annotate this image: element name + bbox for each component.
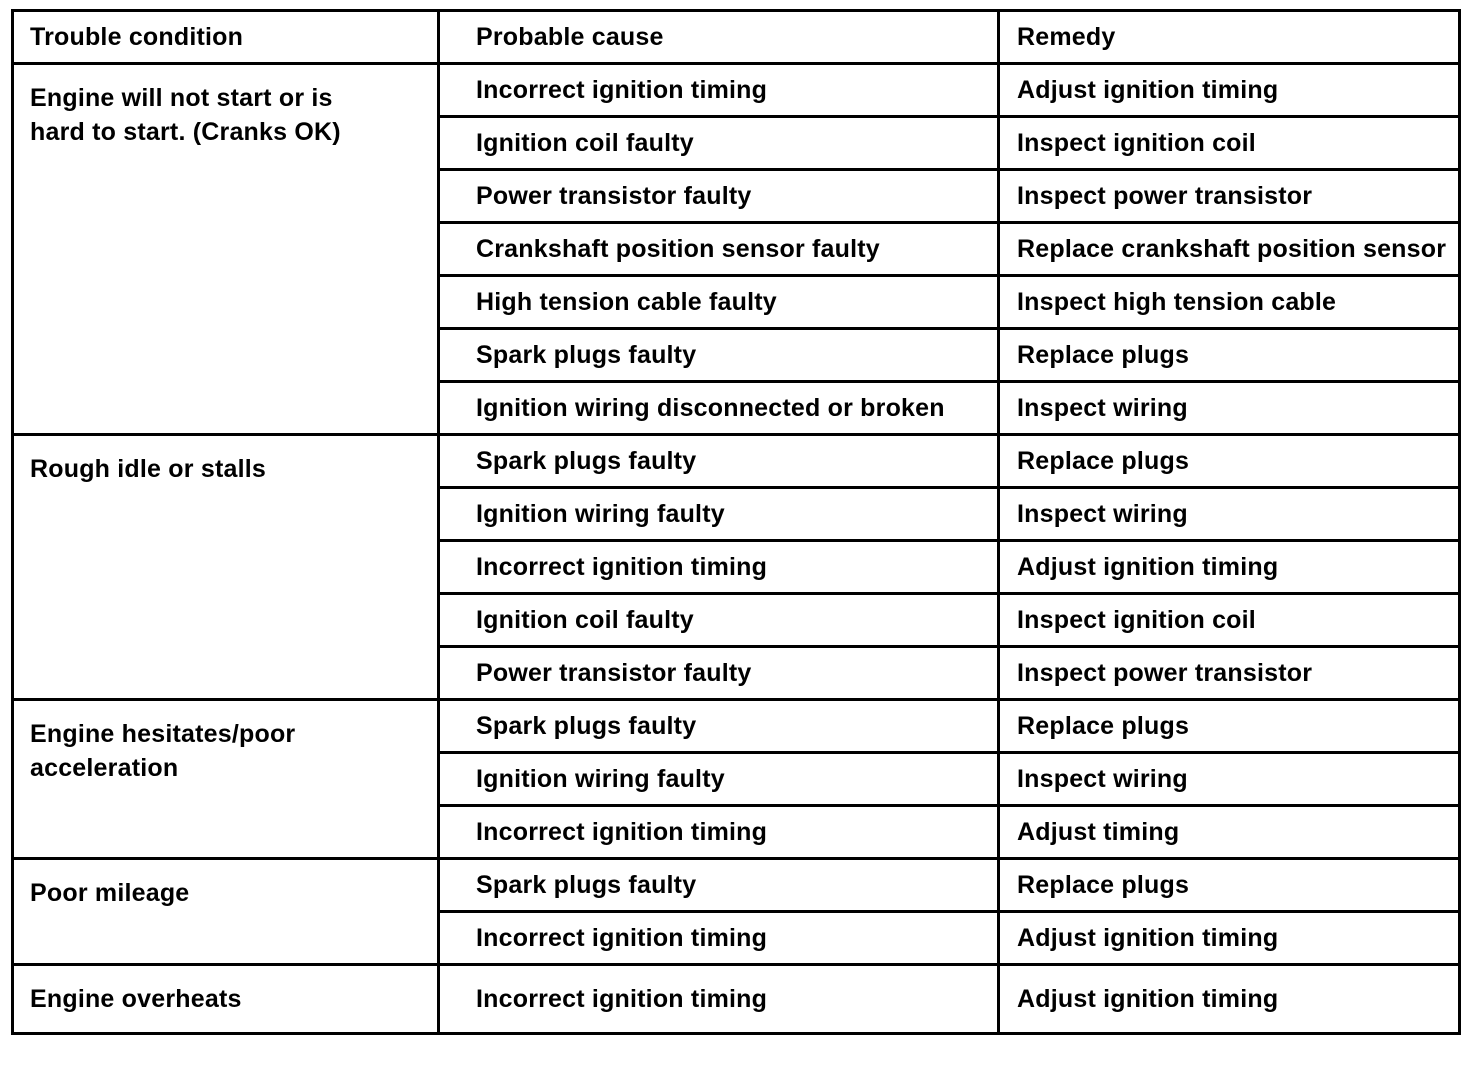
probable-cause-cell: Spark plugs faulty [439,435,999,488]
remedy-cell: Replace plugs [999,859,1460,912]
table-row [13,64,1460,117]
remedy-cell: Adjust ignition timing [999,541,1460,594]
probable-cause-cell: Power transistor faulty [439,647,999,700]
trouble-condition-text: Rough idle or stalls [30,455,266,483]
probable-cause-cell: Spark plugs faulty [439,700,999,753]
remedy-cell: Inspect high tension cable [999,276,1460,329]
trouble-condition-cell [13,965,439,1034]
remedy-cell: Inspect ignition coil [999,117,1460,170]
table-row [13,435,1460,488]
probable-cause-cell: Ignition wiring disconnected or broken [439,382,999,435]
remedy-cell: Adjust timing [999,806,1460,859]
table-body [13,64,1460,1034]
header-probable-cause: Probable cause [439,11,999,64]
probable-cause-cell: Ignition coil faulty [439,117,999,170]
probable-cause-cell: Spark plugs faulty [439,859,999,912]
trouble-condition-cell [13,435,439,700]
probable-cause-cell: Incorrect ignition timing [439,965,999,1034]
trouble-condition-cell [13,64,439,435]
trouble-condition-cell [13,859,439,965]
probable-cause-cell: Power transistor faulty [439,170,999,223]
remedy-cell: Inspect wiring [999,488,1460,541]
remedy-cell: Inspect power transistor [999,170,1460,223]
probable-cause-cell: Incorrect ignition timing [439,64,999,117]
header-row [13,11,1460,64]
probable-cause-cell: Ignition coil faulty [439,594,999,647]
remedy-cell: Adjust ignition timing [999,64,1460,117]
trouble-condition-text: Poor mileage [30,879,190,907]
remedy-cell: Inspect ignition coil [999,594,1460,647]
remedy-cell: Inspect wiring [999,382,1460,435]
probable-cause-cell: Incorrect ignition timing [439,912,999,965]
remedy-cell: Adjust ignition timing [999,965,1460,1034]
probable-cause-cell: Incorrect ignition timing [439,541,999,594]
troubleshooting-table [11,9,1461,1035]
remedy-cell: Replace crankshaft position sensor [999,223,1460,276]
trouble-condition-text: Engine overheats [30,985,242,1013]
probable-cause-cell: Ignition wiring faulty [439,753,999,806]
probable-cause-cell: Ignition wiring faulty [439,488,999,541]
remedy-cell: Inspect wiring [999,753,1460,806]
table-row [13,700,1460,753]
probable-cause-cell: Crankshaft position sensor faulty [439,223,999,276]
header-trouble-condition: Trouble condition [13,11,439,64]
remedy-cell: Replace plugs [999,700,1460,753]
remedy-cell: Replace plugs [999,435,1460,488]
table-row [13,859,1460,912]
remedy-cell: Inspect power transistor [999,647,1460,700]
probable-cause-cell: Incorrect ignition timing [439,806,999,859]
trouble-condition-text: Engine will not start or is hard to start. (Cranks OK) [30,84,341,146]
trouble-condition-cell [13,700,439,859]
remedy-cell: Replace plugs [999,329,1460,382]
remedy-cell: Adjust ignition timing [999,912,1460,965]
probable-cause-cell: Spark plugs faulty [439,329,999,382]
trouble-condition-text: Engine hesitates/poor acceleration [30,720,296,782]
header-remedy: Remedy [999,11,1460,64]
probable-cause-cell: High tension cable faulty [439,276,999,329]
table-row [13,965,1460,1034]
